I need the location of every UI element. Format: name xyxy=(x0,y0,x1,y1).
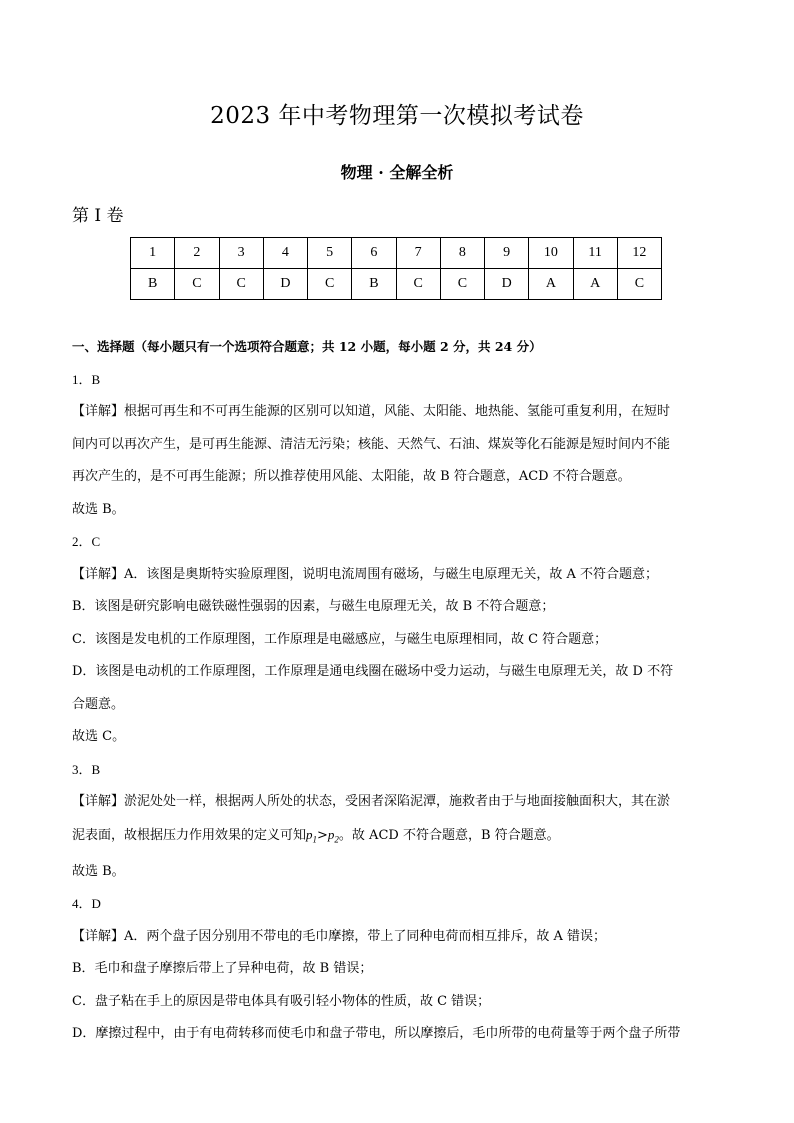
answer-cell: B xyxy=(352,269,396,300)
answer-cell: C xyxy=(175,269,219,300)
answer-cell: C xyxy=(219,269,263,300)
question-2-option-d: D．该图是电动机的工作原理图，工作原理是通电线圈在磁场中受力运动，与磁生电原理无关，故 D 不符 xyxy=(72,664,674,679)
answer-cell: B xyxy=(131,269,175,300)
question-4-option-a: 【详解】A．两个盘子因分别用不带电的毛巾摩擦，带上了同种电荷而相互排斥，故 A 错误； xyxy=(72,928,607,944)
question-3-detail-line: 【详解】淤泥处处一样，根据两人所处的状态，受困者深陷泥潭，施救者由于与地面接触面积大，其在淤 xyxy=(72,794,671,809)
answer-cell: D xyxy=(485,269,529,300)
answer-key-table xyxy=(130,237,662,300)
answer-cell: C xyxy=(617,269,661,300)
question-4-option-d: D．摩擦过程中，由于有电荷转移而使毛巾和盘子带电，所以摩擦后，毛巾所带的电荷量等于两个盘子所带 xyxy=(72,1026,681,1042)
question-3-number: 3．B xyxy=(72,761,101,777)
answer-cell: C xyxy=(308,269,352,300)
answer-cell: A xyxy=(529,269,573,300)
question-2-option-d-cont: 合题意。 xyxy=(72,696,125,712)
greater-than-sign: > xyxy=(317,827,328,843)
question-number-cell: 6 xyxy=(352,238,396,269)
question-2-number: 2．C xyxy=(72,534,101,549)
question-3-detail-text: 。故 ACD 不符合题意，B 符合题意。 xyxy=(338,827,560,843)
question-3-detail-formula-line xyxy=(72,819,718,856)
exam-title: 2023 年中考物理第一次模拟考试卷 xyxy=(210,103,584,129)
question-4-number: 4．D xyxy=(72,896,101,912)
question-1-detail-line: 间内可以再次产生，是可再生能源、清洁无污染；核能、天然气、石油、煤炭等化石能源是短时间内不能 xyxy=(72,436,671,452)
question-number-cell: 1 xyxy=(131,238,175,269)
question-number-cell: 9 xyxy=(485,238,529,269)
question-4-option-b: B．毛巾和盘子摩擦后带上了异种电荷，故 B 错误； xyxy=(72,961,373,977)
question-number-cell: 2 xyxy=(175,238,219,269)
question-number-cell: 5 xyxy=(308,238,352,269)
exam-subtitle: 物理 · 全解全析 xyxy=(340,163,454,182)
question-1-conclusion: 故选 B。 xyxy=(72,501,125,517)
question-number-cell: 10 xyxy=(529,238,573,269)
answer-cell: C xyxy=(396,269,440,300)
question-1-detail-line: 再次产生的，是不可再生能源；所以推荐使用风能、太阳能，故 B 符合题意，ACD 不符合题意。 xyxy=(72,469,631,484)
question-3-conclusion: 故选 B。 xyxy=(72,863,125,879)
question-number-cell: 7 xyxy=(396,238,440,269)
section-heading: 一、选择题（每小题只有一个选项符合题意；共 12 小题，每小题 2 分，共 24 分） xyxy=(72,339,542,354)
question-number-cell: 8 xyxy=(440,238,484,269)
question-2-option-a: 【详解】A．该图是奥斯特实验原理图，说明电流周围有磁场，与磁生电原理无关，故 A 不符合题意； xyxy=(72,566,659,582)
answer-table-number-row xyxy=(131,238,662,269)
question-number-cell: 3 xyxy=(219,238,263,269)
answer-table-answer-row xyxy=(131,269,662,300)
question-number-cell: 4 xyxy=(263,238,307,269)
question-2-conclusion: 故选 C。 xyxy=(72,729,126,744)
question-4-option-c: C．盘子粘在手上的原因是带电体具有吸引轻小物体的性质，故 C 错误； xyxy=(72,993,491,1009)
question-number-cell: 11 xyxy=(573,238,617,269)
question-3-detail-text: 泥表面，故根据压力作用效果的定义可知 xyxy=(72,827,307,843)
question-2-option-c: C．该图是发电机的工作原理图，工作原理是电磁感应，与磁生电原理相同，故 C 符合题意； xyxy=(72,631,608,647)
answer-cell: A xyxy=(573,269,617,300)
question-1-number: 1．B xyxy=(72,371,101,387)
pressure-p2: $p_2$ xyxy=(327,826,339,845)
question-number-cell: 12 xyxy=(617,238,661,269)
answer-cell: C xyxy=(440,269,484,300)
answer-cell: D xyxy=(263,269,307,300)
pressure-p1: $p_1$ xyxy=(306,826,318,845)
solutions-body xyxy=(72,331,718,1051)
volume-label: 第 I 卷 xyxy=(72,206,124,226)
question-2-option-b: B．该图是研究影响电磁铁磁性强弱的因素，与磁生电原理无关，故 B 不符合题意； xyxy=(72,599,555,614)
question-1-detail-line: 【详解】根据可再生和不可再生能源的区别可以知道，风能、太阳能、地热能、氢能可重复利用，在短时 xyxy=(72,404,671,419)
